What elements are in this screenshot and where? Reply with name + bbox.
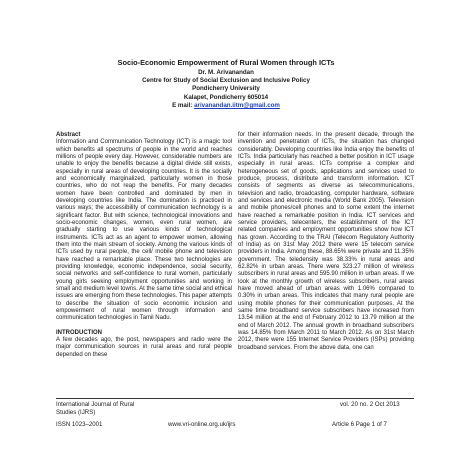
introduction-heading: INTRODUCTION bbox=[56, 329, 102, 336]
affiliation-address: Kalapet, Pondicherry 605014 bbox=[183, 94, 269, 101]
email-label: E mail: bbox=[172, 102, 193, 109]
footer-journal-line2: Studies (IJRS) bbox=[56, 409, 96, 416]
right-column bbox=[238, 132, 414, 352]
footer-journal-url[interactable]: www.vri-online.org.uk/ijrs bbox=[168, 421, 236, 428]
footer-journal-line1: International Journal of Rural bbox=[56, 401, 135, 408]
introduction-text: A few decades ago, the post, newspapers and radio were the major communication sources in rural areas and rural people depended on these bbox=[56, 336, 232, 358]
email-link[interactable]: arivanandan.iitm@gmail.com bbox=[194, 102, 280, 109]
paper-title: Socio-Economic Empowerment of Rural Women through ICTs bbox=[117, 58, 335, 67]
affiliation-university: Pondicherry University bbox=[192, 85, 260, 92]
author-email-line bbox=[0, 102, 452, 109]
abstract-heading: Abstract bbox=[56, 132, 81, 138]
footer-issn: ISSN 1023–2001 bbox=[56, 421, 103, 428]
footer-article-page: Article 6 Page 1 of 7 bbox=[332, 421, 387, 428]
abstract-text: Information and Communication Technology (ICT) is a magic tool which benefits all spectrums of people in the world and reaches millions of people every day. However, considerable numbers are unable to enjoy the benefits because a digital divide still exists, especially in rural areas of developing countries. It is the socially and economically marginalized, particularly women in those countries, who do not reap the benefits. For many decades women have been controlled and dominated by men in developing countries like India. The domination is practiced in various ways; the accessibility of communication technology is a significant factor. But with science, technological innovations and socio-economic changes, women, even rural women, are gradually starting to use various kinds of technological instruments. ICTs act as an agent to empower women, allowing them into the main stream of society. Among the various kinds of ICTs used by rural people, the cell/ mobile phone and television have reached a remarkable place. These two technologies are providing knowledge, economic independence, social security, social networks and self-confidence to rural women, particularly young girls seeking employment opportunities and working in small and medium level towns. At the same time social and ethical issues are emerging from these technologies. This paper attempts to describe the situation of socio economic inclusion and empowerment of rural women through information and communication technologies in Tamil Nadu. bbox=[56, 139, 232, 322]
footer-divider bbox=[56, 398, 414, 399]
left-column bbox=[56, 132, 232, 359]
footer-volume: vol. 20 no. 2 Oct 2013 bbox=[340, 401, 400, 408]
right-column-text: for their information needs. In the present decade, through the invention and penetration of ICTs, the situation has changed considerably. Developing countries like India enjoy the benefits of ICTs. India particularly has reached a better position in ICT usage especially in rural areas. ICTs comprise a complex and heterogeneous set of goods, applications and services used to produce, process, distribute and transform information. ICT consists of segments as diverse as telecommunications, television and radio, broadcasting, computer hardware, software and services and electronic media (World Bank 2005). Television and mobile phones/cell phones and to some extent the internet have reached a remarkable position in India. ICT services and service providers, telecenters, the establishment of the ICT related companies and employment opportunities show how ICT has grown. According to the TRAI (Telecom Regulatory Authority of India) as on 31st May 2012 there were 15 telecom service providers in India. Among these, 88.65% were private and 11.35% government. The teledensity was 38.33% in rural areas and 62.82% in urban areas. There were 323.27 million of wireless subscribers in rural areas and 595.90 million in urban areas. If we look at the monthly growth of wireless subscribers, rural areas have moved ahead of urban areas with 1.06% compared to 0.30% in urban areas. This indicates that many rural people are using mobile phones for their communication purposes. At the same time broadband service subscribers have increased from 13.54 million at the end of February 2012 to 13.79 million at the end of March 2012. The annual growth in broadband subscribers was 14.85% from March 2011 to March 2012. As on 31st March 2012, there were 155 Internet Service Providers (ISPs) providing broadband services. From the above data, one can bbox=[238, 132, 414, 351]
affiliation-centre: Centre for Study of Social Exclusion and Inclusive Policy bbox=[142, 77, 310, 84]
author-name: Dr. M. Arivanandan bbox=[198, 69, 254, 76]
